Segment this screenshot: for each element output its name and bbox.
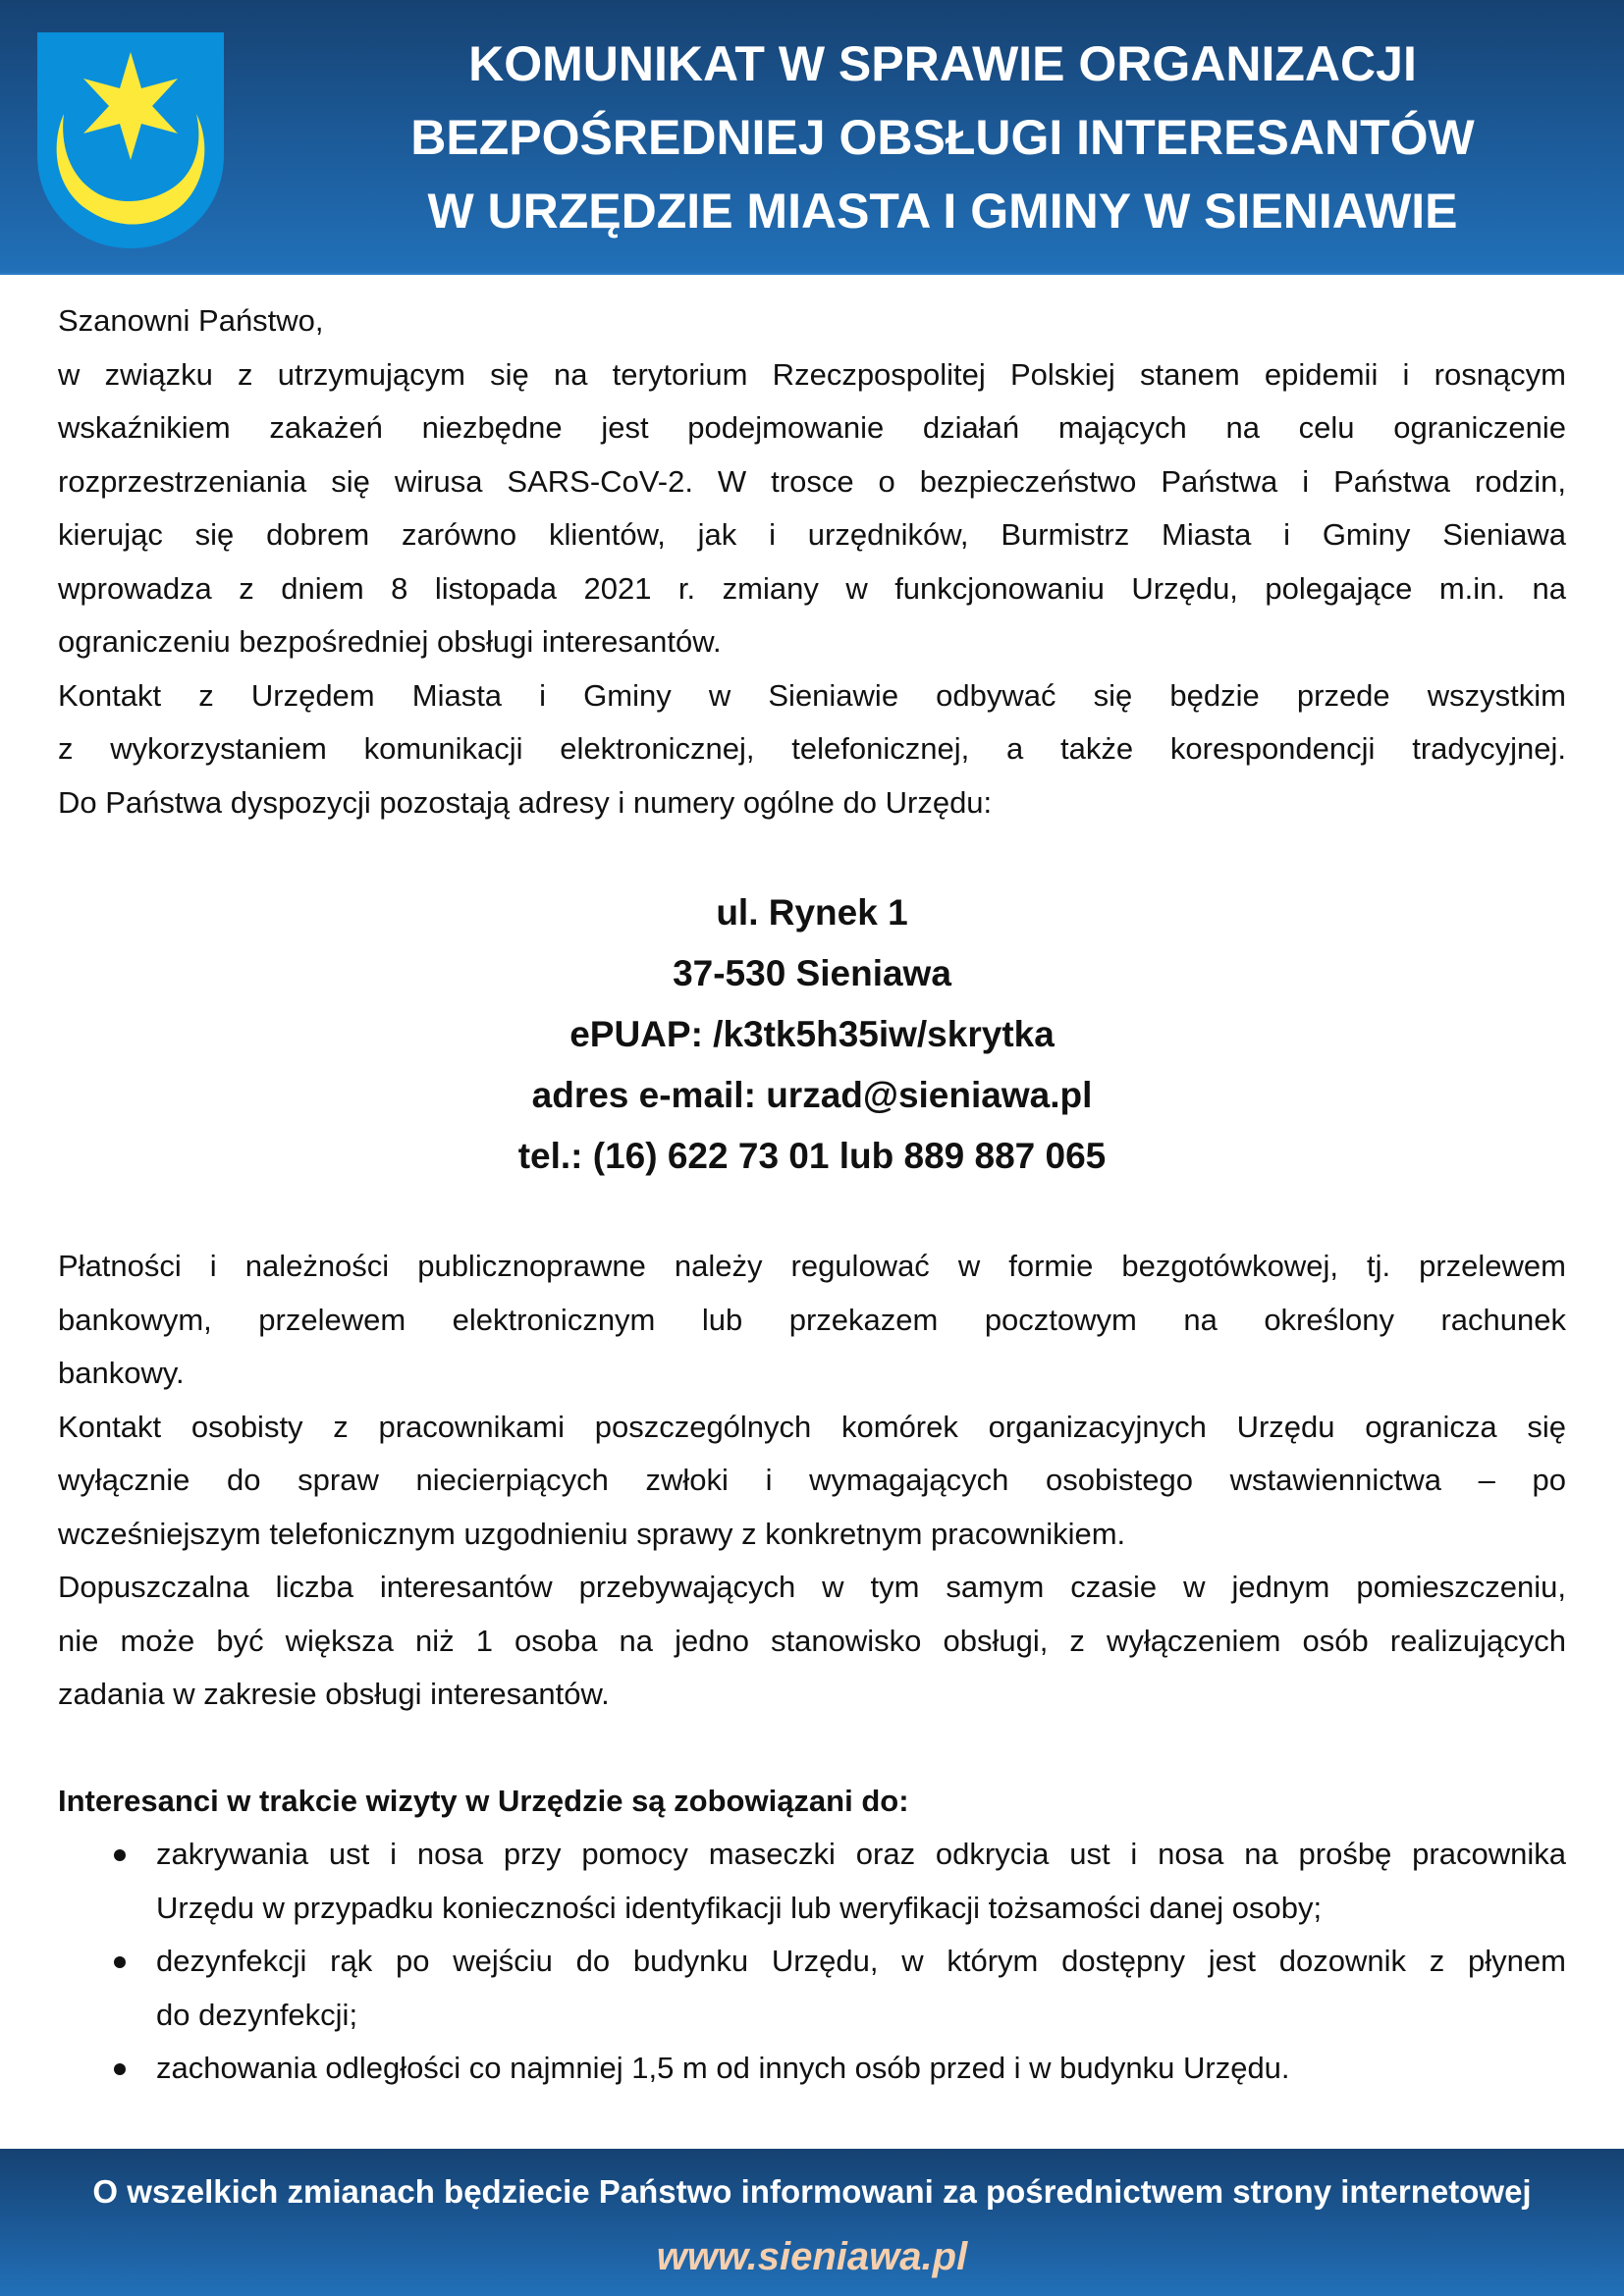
- text-line: wyłącznie do spraw niecierpiących zwłoki i wymagających osobistego wstawiennictwa – po: [58, 1463, 1566, 1497]
- contact-paragraph: [58, 669, 1566, 830]
- obligations-list: [58, 1828, 1566, 2096]
- text-line: wskaźnikiem zakażeń niezbędne jest podejmowanie działań mających na celu ograniczenie: [58, 410, 1566, 445]
- text-line: wprowadza z dniem 8 listopada 2021 r. zmiany w funkcjonowaniu Urzędu, polegające m.in. na: [58, 570, 1566, 606]
- coat-of-arms-icon: [37, 32, 224, 248]
- email-address[interactable]: adres e-mail: urzad@sieniawa.pl: [531, 1075, 1093, 1115]
- announcement-body: [58, 294, 1566, 2096]
- greeting: Szanowni Państwo,: [58, 303, 324, 338]
- spacer: [58, 1722, 1566, 1775]
- bullet-icon: [114, 2063, 126, 2075]
- list-item: [58, 2042, 1566, 2096]
- text-line: w związku z utrzymującym się na terytorium Rzeczpospolitej Polskiej stanem epidemii i rosnącym: [58, 356, 1566, 392]
- text-line: Do Państwa dyspozycji pozostają adresy i numery ogólne do Urzędu:: [58, 784, 993, 820]
- title-line: BEZPOŚREDNIEJ OBSŁUGI INTERESANTÓW: [410, 110, 1475, 165]
- bullet-icon: [114, 1956, 126, 1968]
- text-line: kierując się dobrem zarówno klientów, jak i urzędników, Burmistrz Miasta i Gminy Sieniawa: [58, 517, 1566, 552]
- payments-paragraph: [58, 1240, 1566, 1401]
- street-address: ul. Rynek 1: [716, 892, 908, 933]
- header-banner: [0, 0, 1624, 275]
- text-line: zakrywania ust i nosa przy pomocy maseczki oraz odkrycia ust i nosa na prośbę pracownika: [156, 1837, 1566, 1871]
- text-line: Urzędu w przypadku konieczności identyfikacji lub weryfikacji tożsamości danej osoby;: [156, 1890, 1323, 1925]
- text-line: do dezynfekcji;: [156, 1997, 358, 2032]
- footer-notice: O wszelkich zmianach będziecie Państwo informowani za pośrednictwem strony internetowej: [92, 2173, 1532, 2210]
- obligations-heading: Interesanci w trakcie wizyty w Urzędzie są zobowiązani do:: [58, 1783, 909, 1818]
- website-link[interactable]: www.sieniawa.pl: [656, 2235, 968, 2278]
- text-line: zadania w zakresie obsługi interesantów.: [58, 1677, 610, 1711]
- text-line: z wykorzystaniem komunikacji elektronicznej, telefonicznej, a także korespondencji tradycyjnej.: [58, 731, 1566, 766]
- phone-numbers: tel.: (16) 622 73 01 lub 889 887 065: [517, 1136, 1107, 1176]
- text-line: Kontakt z Urzędem Miasta i Gminy w Sieniawie odbywać się będzie przede wszystkim: [58, 677, 1566, 713]
- epuap-address: ePUAP: /k3tk5h35iw/skrytka: [569, 1014, 1055, 1054]
- text-line: bankowy.: [58, 1356, 185, 1390]
- postal-city: 37-530 Sieniawa: [673, 953, 951, 993]
- text-line: ograniczeniu bezpośredniej obsługi interesantów.: [58, 624, 722, 659]
- text-line: Płatności i należności publicznoprawne należy regulować w formie bezgotówkowej, tj. przelewem: [58, 1249, 1566, 1283]
- spacer: [58, 1187, 1566, 1240]
- text-line: Kontakt osobisty z pracownikami poszczególnych komórek organizacyjnych Urzędu ogranicza się: [58, 1409, 1566, 1444]
- capacity-paragraph: [58, 1561, 1566, 1722]
- intro-paragraph: [58, 348, 1566, 669]
- page-title: [324, 27, 1561, 248]
- text-line: bankowym, przelewem elektronicznym lub przekazem pocztowym na określony rachunek: [58, 1302, 1566, 1337]
- text-line: nie może być większa niż 1 osoba na jedno stanowisko obsługi, z wyłączeniem osób realizujących: [58, 1623, 1566, 1658]
- text-line: rozprzestrzeniania się wirusa SARS-CoV-2. W trosce o bezpieczeństwo Państwa i Państwa rodzin,: [58, 463, 1566, 499]
- list-item: [58, 1828, 1566, 1935]
- list-item: [58, 1935, 1566, 2042]
- text-line: wcześniejszym telefonicznym uzgodnieniu sprawy z konkretnym pracownikiem.: [58, 1516, 1126, 1551]
- office-address-block: [58, 882, 1566, 1187]
- footer-banner: [0, 2149, 1624, 2296]
- personal-contact-paragraph: [58, 1401, 1566, 1562]
- bullet-icon: [114, 1849, 126, 1861]
- text-line: zachowania odległości co najmniej 1,5 m od innych osób przed i w budynku Urzędu.: [156, 2051, 1290, 2085]
- text-line: Dopuszczalna liczba interesantów przebywających w tym samym czasie w jednym pomieszczeniu,: [58, 1570, 1566, 1604]
- title-line: KOMUNIKAT W SPRAWIE ORGANIZACJI: [468, 36, 1417, 91]
- title-line: W URZĘDZIE MIASTA I GMINY W SIENIAWIE: [427, 184, 1458, 239]
- text-line: dezynfekcji rąk po wejściu do budynku Urzędu, w którym dostępny jest dozownik z płynem: [156, 1944, 1566, 1978]
